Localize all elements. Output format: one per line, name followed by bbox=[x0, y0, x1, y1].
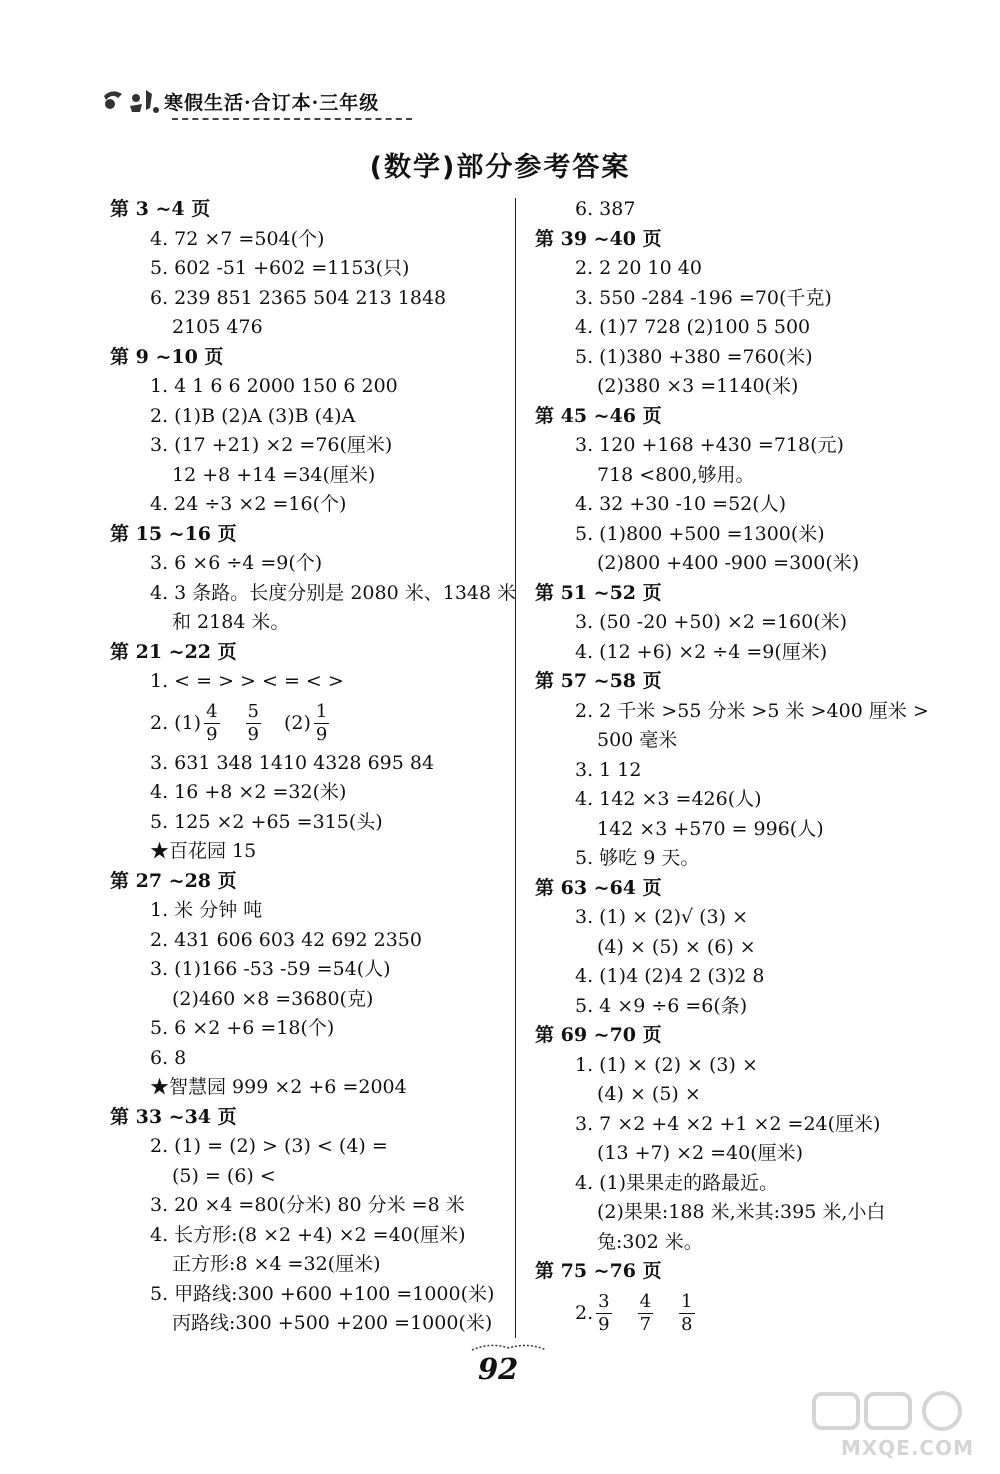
answer-line: 5. 6 ×2 +6 =18(个) bbox=[150, 1017, 335, 1039]
answer-line: ★智慧园 999 ×2 +6 =2004 bbox=[150, 1076, 407, 1098]
answer-line: 正方形:8 ×4 =32(厘米) bbox=[172, 1253, 381, 1275]
left-column bbox=[110, 195, 517, 1339]
section-heading: 第 9 ~10 页 bbox=[110, 345, 224, 368]
answer-line: 6. 387 bbox=[575, 198, 636, 220]
watermark-text: MXQE.COM bbox=[840, 1436, 974, 1460]
answer-line: 718 <800,够用。 bbox=[597, 463, 755, 486]
answer-line: 4. 142 ×3 =426(人) bbox=[575, 788, 762, 810]
section-heading: 第 45 ~46 页 bbox=[535, 404, 662, 427]
header-rule bbox=[172, 118, 412, 120]
answer-line: 4. 72 ×7 =504(个) bbox=[150, 227, 325, 250]
answer-line: 12 +8 +14 =34(厘米) bbox=[172, 463, 376, 486]
answer-line: 3. (1)166 -53 -59 =54(人) bbox=[150, 958, 391, 980]
answer-line: 5. (1)800 +500 =1300(米) bbox=[575, 522, 825, 545]
answer-line: 3. 6 ×6 ÷4 =9(个) bbox=[150, 552, 323, 574]
answer-line: 3. (17 +21) ×2 =76(厘米) bbox=[150, 434, 393, 456]
answer-line: 兔:302 米。 bbox=[597, 1230, 703, 1253]
answer-line: 4. (12 +6) ×2 ÷4 =9(厘米) bbox=[575, 640, 828, 663]
answer-line: 1. 4 1 6 6 2000 150 6 200 bbox=[150, 375, 398, 397]
answer-line: 2. (1)B (2)A (3)B (4)A bbox=[150, 404, 356, 427]
page-number: 92 bbox=[478, 1352, 519, 1386]
answer-line: 5. 甲路线:300 +600 +100 =1000(米) bbox=[150, 1282, 495, 1305]
answer-line: (5) = (6) < bbox=[172, 1164, 276, 1187]
answer-line: 2. 2 20 10 40 bbox=[575, 257, 702, 279]
answer-line: 1. 米 分钟 吨 bbox=[150, 899, 263, 921]
watermark-logo-icon bbox=[810, 1390, 970, 1432]
answer-line: 4. 32 +30 -10 =52(人) bbox=[575, 493, 787, 515]
right-column bbox=[535, 195, 945, 1339]
section-heading: 第 75 ~76 页 bbox=[535, 1260, 662, 1282]
fraction: $\frac{1}{9}$ bbox=[315, 701, 328, 745]
section-heading: 第 3 ~4 页 bbox=[110, 198, 211, 220]
section-heading: 第 51 ~52 页 bbox=[535, 581, 662, 604]
answer-line: (2)380 ×3 =1140(米) bbox=[597, 375, 799, 397]
fraction: $\frac{1}{8}$ bbox=[681, 1291, 693, 1335]
answer-line: 5. (1)380 +380 =760(米) bbox=[575, 345, 813, 368]
answer-line: ★百花园 15 bbox=[150, 840, 257, 862]
answer-line: 5. 125 ×2 +65 =315(头) bbox=[150, 810, 383, 833]
section-heading: 第 39 ~40 页 bbox=[535, 227, 662, 250]
answer-line: 4. (1)4 (2)4 2 (3)2 8 bbox=[575, 965, 765, 987]
answer-line: 3. 20 ×4 =80(分米) 80 分米 =8 米 bbox=[150, 1194, 465, 1216]
answer-line: 3. 120 +168 +430 =718(元) bbox=[575, 434, 844, 456]
answer-line: 3. 7 ×2 +4 ×2 +1 ×2 =24(厘米) bbox=[575, 1112, 881, 1135]
section-heading: 第 69 ~70 页 bbox=[535, 1024, 662, 1046]
answer-line: (2)果果:188 米,米其:395 米,小白 bbox=[597, 1201, 886, 1223]
section-heading: 第 21 ~22 页 bbox=[110, 640, 237, 663]
answer-line: 3. 1 12 bbox=[575, 758, 642, 781]
answer-line: 2. 2 千米 >55 分米 >5 米 >400 厘米 > bbox=[575, 699, 929, 722]
answer-line: 4. 3 条路。长度分别是 2080 米、1348 米 bbox=[150, 581, 517, 604]
answer-line: 1. < = > > < = < > bbox=[150, 670, 344, 692]
section-heading: 第 33 ~34 页 bbox=[110, 1105, 237, 1128]
answer-line: (13 +7) ×2 =40(厘米) bbox=[597, 1142, 804, 1164]
answer-line: 2105 476 bbox=[172, 316, 263, 338]
answer-line: 4. 长方形:(8 ×2 +4) ×2 =40(厘米) bbox=[150, 1223, 466, 1246]
section-heading: 第 57 ~58 页 bbox=[535, 670, 662, 692]
fraction: $\frac{4}{7}$ bbox=[639, 1291, 652, 1335]
answer-line: 2. (1) $\frac{4}{9}$ $\frac{5}{9}$ (2) $\frac{1}{9}$ bbox=[150, 701, 328, 745]
answer-line: 丙路线:300 +500 +200 =1000(米) bbox=[172, 1312, 493, 1334]
fraction: $\frac{3}{9}$ bbox=[598, 1291, 610, 1335]
answer-line: (4) × (5) × (6) × bbox=[597, 935, 756, 958]
answer-line: 4. (1)果果走的路最近。 bbox=[575, 1171, 779, 1194]
answer-line: 142 ×3 +570 = 996(人) bbox=[597, 817, 824, 840]
answer-line: 3. 631 348 1410 4328 695 84 bbox=[150, 751, 435, 774]
answer-line: 6. 239 851 2365 504 213 1848 bbox=[150, 286, 447, 309]
watermark bbox=[804, 1390, 974, 1460]
answer-line: (4) × (5) × bbox=[597, 1083, 701, 1105]
fraction: $\frac{5}{9}$ bbox=[247, 701, 259, 745]
answer-line: 1. (1) × (2) × (3) × bbox=[575, 1053, 758, 1076]
answer-line: 3. (50 -20 +50) ×2 =160(米) bbox=[575, 611, 848, 633]
header-title: 寒假生活·合订本·三年级 bbox=[164, 92, 380, 114]
section-heading: 第 15 ~16 页 bbox=[110, 522, 237, 545]
answer-line: 3. 550 -284 -196 =70(千克) bbox=[575, 286, 832, 309]
answer-line: (2)800 +400 -900 =300(米) bbox=[597, 552, 860, 574]
section-heading: 第 27 ~28 页 bbox=[110, 869, 237, 892]
answer-line: (2)460 ×8 =3680(克) bbox=[172, 987, 374, 1010]
answer-line: 5. 602 -51 +602 =1153(只) bbox=[150, 257, 410, 279]
answer-line: 5. 4 ×9 ÷6 =6(条) bbox=[575, 994, 748, 1017]
book-header bbox=[100, 82, 420, 122]
answer-line: 4. 24 ÷3 ×2 =16(个) bbox=[150, 493, 347, 515]
fraction: $\frac{4}{9}$ bbox=[206, 701, 218, 745]
answer-line: 5. 够吃 9 天。 bbox=[575, 847, 700, 869]
column-divider bbox=[515, 198, 516, 1338]
answer-line: 500 毫米 bbox=[597, 729, 678, 751]
page-title: (数学)部分参考答案 bbox=[369, 152, 631, 183]
decorative-figures-icon bbox=[100, 84, 162, 116]
answer-line: 4. (1)7 728 (2)100 5 500 bbox=[575, 316, 811, 338]
answer-line: 2. (1) = (2) > (3) < (4) = bbox=[150, 1135, 388, 1157]
answer-line: 4. 16 +8 ×2 =32(米) bbox=[150, 781, 347, 803]
answer-line: 和 2184 米。 bbox=[172, 611, 290, 633]
section-heading: 第 63 ~64 页 bbox=[535, 876, 662, 899]
answer-line: 6. 8 bbox=[150, 1046, 187, 1069]
answer-line: 2. $\frac{3}{9}$ $\frac{4}{7}$ $\frac{1}{8}$ bbox=[575, 1291, 693, 1335]
answer-line: 2. 431 606 603 42 692 2350 bbox=[150, 928, 422, 951]
answer-line: 3. (1) × (2)√ (3) × bbox=[575, 906, 749, 928]
